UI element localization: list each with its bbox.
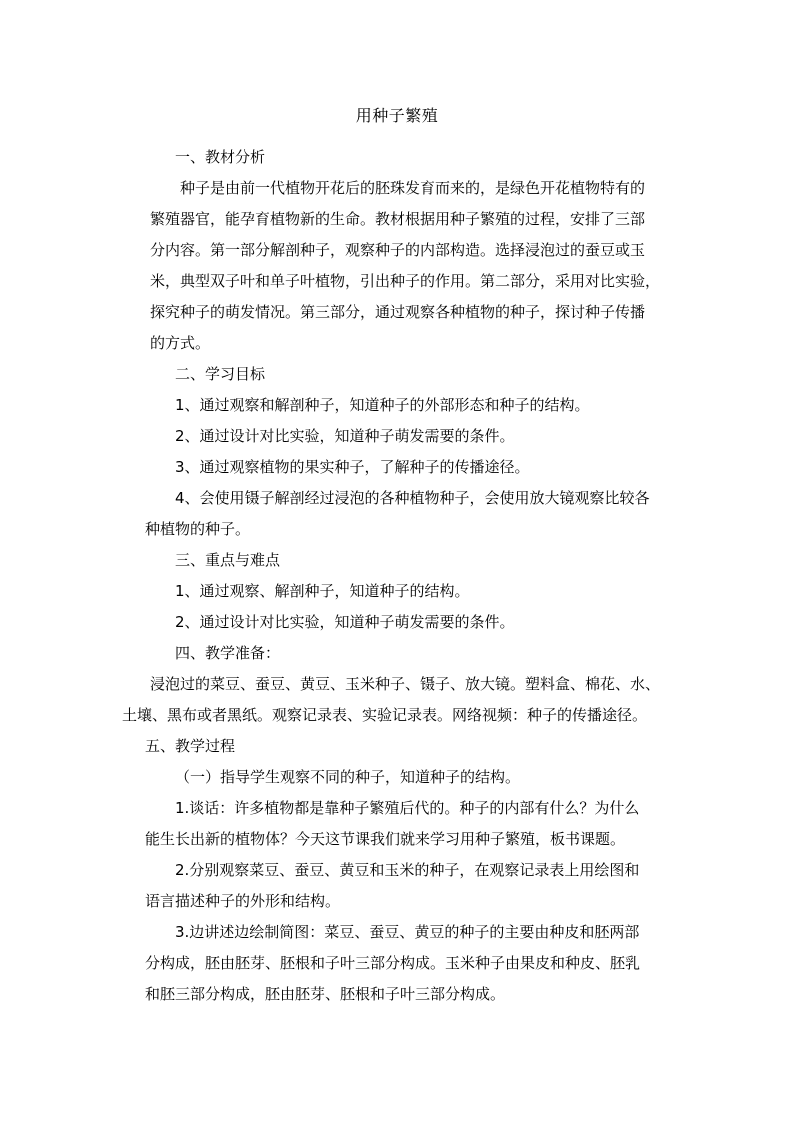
paragraph-line: 探究种子的萌发情况。第三部分，通过观察各种植物的种子，探讨种子传播: [150, 303, 646, 321]
process-line: 和胚三部分构成，胚由胚芽、胚根和子叶三部分构成。: [145, 985, 506, 1003]
paragraph-line: 种子是由前一代植物开花后的胚珠发育而来的，是绿色开花植物特有的: [180, 179, 646, 197]
preparation-line: 土壤、黑布或者黑纸。观察记录表、实验记录表。网络视频：种子的传播途径。: [122, 706, 648, 724]
paragraph-line: 繁殖器官，能孕育植物新的生命。教材根据用种子繁殖的过程，安排了三部: [150, 210, 646, 228]
process-line: 2.分别观察菜豆、蚕豆、黄豆和玉米的种子，在观察记录表上用绘图和: [175, 861, 640, 879]
process-line: 3.边讲述边绘制简图：菜豆、蚕豆、黄豆的种子的主要由种皮和胚两部: [175, 923, 640, 941]
heading-textbook-analysis: 一、教材分析: [175, 148, 266, 166]
key-point-item: 2、通过设计对比实验，知道种子萌发需要的条件。: [175, 613, 515, 631]
subheading-step-one: （一）指导学生观察不同的种子，知道种子的结构。: [175, 768, 521, 786]
process-line: 能生长出新的植物体？今天这节课我们就来学习用种子繁殖，板书课题。: [145, 830, 626, 848]
paragraph-line: 米，典型双子叶和单子叶植物，引出种子的作用。第二部分，采用对比实验，: [150, 272, 661, 290]
objective-item: 1、通过观察和解剖种子，知道种子的外部形态和种子的结构。: [175, 396, 590, 414]
document-title: 用种子繁殖: [355, 106, 439, 125]
objective-item: 3、通过观察植物的果实种子，了解种子的传播途径。: [175, 458, 530, 476]
objective-item-continuation: 种植物的种子。: [145, 520, 251, 538]
process-line: 分构成，胚由胚芽、胚根和子叶三部分构成。玉米种子由果皮和种皮、胚乳: [145, 954, 641, 972]
process-line: 1.谈话：许多植物都是靠种子繁殖后代的。种子的内部有什么？为什么: [175, 799, 640, 817]
process-line: 语言描述种子的外形和结构。: [145, 892, 341, 910]
heading-learning-objectives: 二、学习目标: [175, 365, 266, 383]
paragraph-line: 分内容。第一部分解剖种子，观察种子的内部构造。选择浸泡过的蚕豆或玉: [150, 241, 646, 259]
objective-item: 2、通过设计对比实验，知道种子萌发需要的条件。: [175, 427, 515, 445]
paragraph-line: 的方式。: [150, 334, 211, 352]
heading-teaching-process: 五、教学过程: [145, 737, 236, 755]
heading-teaching-preparation: 四、教学准备：: [175, 644, 281, 662]
heading-key-points: 三、重点与难点: [175, 551, 281, 569]
preparation-line: 浸泡过的菜豆、蚕豆、黄豆、玉米种子、镊子、放大镜。塑料盒、棉花、水、: [150, 675, 661, 693]
key-point-item: 1、通过观察、解剖种子，知道种子的结构。: [175, 582, 470, 600]
objective-item: 4、会使用镊子解剖经过浸泡的各种植物种子，会使用放大镜观察比较各: [175, 489, 650, 507]
